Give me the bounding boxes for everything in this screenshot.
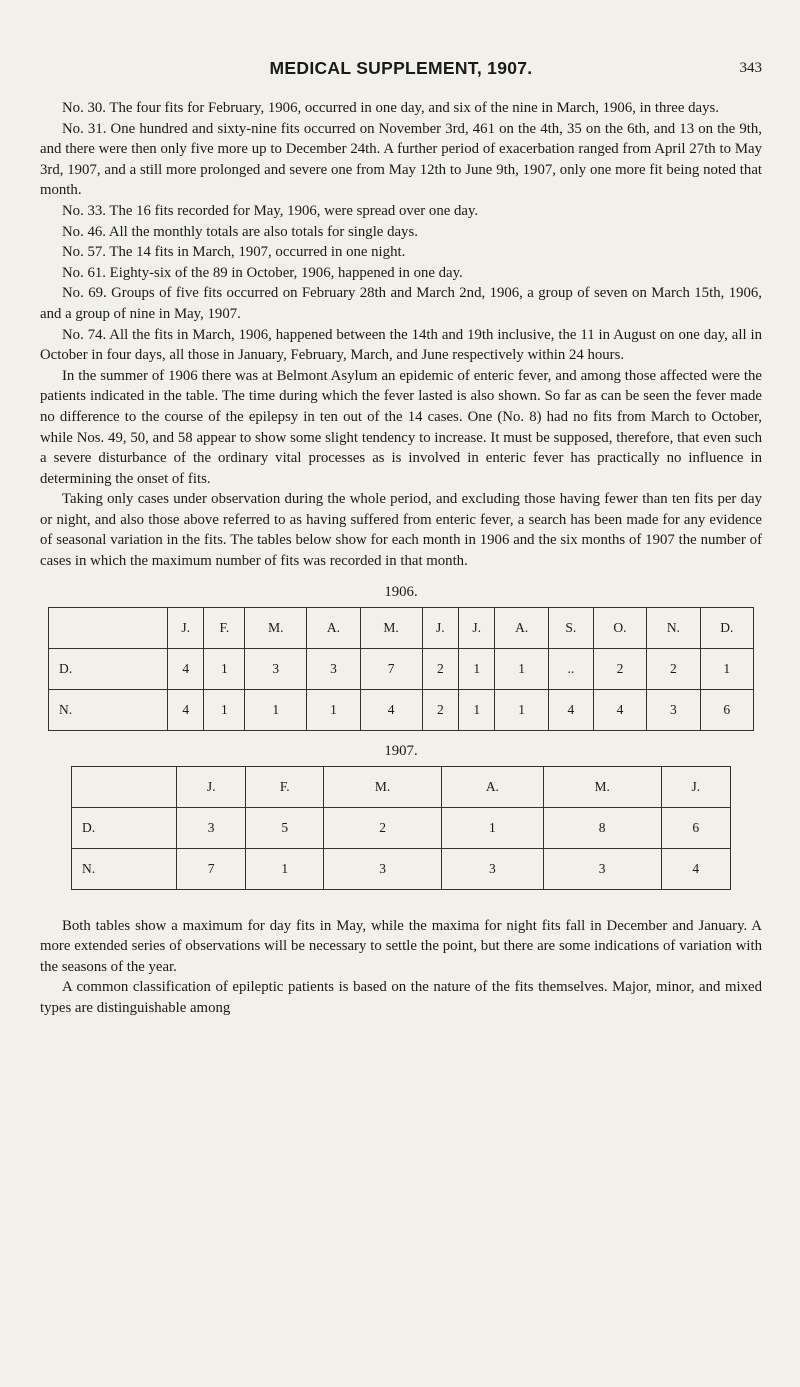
paragraph-case-33: No. 33. The 16 fits recorded for May, 1906, were spread over one day. (62, 202, 479, 219)
table-row (72, 848, 731, 889)
table-cell: 2 (647, 648, 700, 689)
page (40, 58, 762, 1019)
table-cell: 8 (543, 807, 661, 848)
table-corner-cell (49, 607, 168, 648)
table-row (72, 807, 731, 848)
paragraph-seasonal-variation: Taking only cases under observation during the whole period, and excluding those having fewer than ten fits per day or night, and also those above referred to as having suffered from enteric fever, a search has been made for any evidence of seasonal variation in the fits. The tables below show for each month in 1906 and the six months of 1907 the number of cases in which the maximum number of fits was recorded in that month. (40, 491, 762, 570)
column-header: J. (177, 766, 246, 807)
table-cell: 4 (168, 648, 204, 689)
table-cell: 3 (543, 848, 661, 889)
row-label: D. (72, 807, 177, 848)
table-1906-caption: 1906. (384, 583, 418, 600)
row-label: D. (49, 648, 168, 689)
row-label: N. (49, 689, 168, 730)
column-header: F. (204, 607, 245, 648)
table-cell: 1 (204, 689, 245, 730)
page-number: 343 (739, 60, 762, 76)
table-cell: 7 (177, 848, 246, 889)
table-cell: 3 (442, 848, 544, 889)
table-cell: 3 (324, 848, 442, 889)
table-row (49, 689, 754, 730)
running-head: MEDICAL SUPPLEMENT, 1907. (269, 58, 533, 78)
column-header: O. (593, 607, 646, 648)
table-cell: 3 (307, 648, 360, 689)
paragraph-maxima: Both tables show a maximum for day fits in May, while the maxima for night fits fall in December and January. A more extended series of observations will be necessary to settle the point, but there are some indications of variation with the seasons of the year. (40, 917, 762, 975)
table-cell: 3 (245, 648, 307, 689)
column-header: M. (324, 766, 442, 807)
page-header (40, 58, 762, 98)
table-cell: 3 (647, 689, 700, 730)
table-cell: 1 (442, 807, 544, 848)
table-cell: 2 (422, 689, 458, 730)
column-header: J. (168, 607, 204, 648)
table-1907 (71, 766, 731, 890)
column-header: F. (246, 766, 324, 807)
column-header: J. (459, 607, 495, 648)
table-cell: 1 (246, 848, 324, 889)
table-cell: 1 (204, 648, 245, 689)
table-cell: 7 (360, 648, 422, 689)
table-cell: 6 (700, 689, 753, 730)
row-label: N. (72, 848, 177, 889)
paragraph-case-69: No. 69. Groups of five fits occurred on February 28th and March 2nd, 1906, a group of seven on March 15th, 1906, and a group of nine in May, 1907. (40, 285, 762, 322)
paragraph-case-57: No. 57. The 14 fits in March, 1907, occurred in one night. (62, 244, 406, 261)
column-header: J. (661, 766, 730, 807)
table-corner-cell (72, 766, 177, 807)
table-cell: 4 (661, 848, 730, 889)
table-cell: 1 (459, 689, 495, 730)
table-cell: 1 (495, 689, 548, 730)
column-header: N. (647, 607, 700, 648)
table-cell: 5 (246, 807, 324, 848)
table-1907-caption: 1907. (384, 742, 418, 759)
table-cell: 1 (700, 648, 753, 689)
paragraph-case-74: No. 74. All the fits in March, 1906, happened between the 14th and 19th inclusive, the 11 in August on one day, all in October in four days, all those in January, February, March, and June respectively within 24 hours. (40, 326, 762, 364)
table-header-row (72, 766, 731, 807)
paragraph-case-46: No. 46. All the monthly totals are also totals for single days. (62, 223, 418, 240)
table-cell: 2 (593, 648, 646, 689)
column-header: A. (442, 766, 544, 807)
table-cell: 4 (168, 689, 204, 730)
column-header: J. (422, 607, 458, 648)
table-cell: 1 (307, 689, 360, 730)
paragraph-case-30: No. 30. The four fits for February, 1906, occurred in one day, and six of the nine in March, 1906, in three days. (62, 100, 719, 116)
paragraph-case-31: No. 31. One hundred and sixty-nine fits occurred on November 3rd, 461 on the 4th, 35 on the 6th, and 13 on the 9th, and there were then only five more up to December 24th. A further period of exacerbation ranged from April 27th to May 3rd, 1907, and a still more prolonged and severe one from May 12th to June 9th, 1907, only one more fit being noted that month. (40, 120, 762, 199)
table-cell: 2 (422, 648, 458, 689)
table-row (49, 648, 754, 689)
table-header-row (49, 607, 754, 648)
paragraph-classification: A common classification of epileptic patients is based on the nature of the fits themselves. Major, minor, and mixed types are distinguishable among (40, 979, 762, 1017)
table-cell: 1 (459, 648, 495, 689)
table-cell: 3 (177, 807, 246, 848)
table-cell: 1 (495, 648, 548, 689)
column-header: M. (543, 766, 661, 807)
table-cell: 4 (548, 689, 593, 730)
column-header: A. (495, 607, 548, 648)
column-header: A. (307, 607, 360, 648)
table-cell: .. (548, 648, 593, 689)
column-header: M. (245, 607, 307, 648)
table-cell: 2 (324, 807, 442, 848)
column-header: D. (700, 607, 753, 648)
table-cell: 6 (661, 807, 730, 848)
column-header: S. (548, 607, 593, 648)
table-cell: 4 (360, 689, 422, 730)
table-cell: 4 (593, 689, 646, 730)
paragraph-case-61: No. 61. Eighty-six of the 89 in October, 1906, happened in one day. (62, 264, 463, 281)
table-cell: 1 (245, 689, 307, 730)
paragraph-enteric-fever: In the summer of 1906 there was at Belmont Asylum an epidemic of enteric fever, and among those affected were the patients indicated in the table. The time during which the fever lasted is also shown. So far as can be seen the fever made no difference to the course of the epilepsy in ten out of the 14 cases. One (No. 8) had no fits from March to October, while Nos. 49, 50, and 58 appear to show some slight tendency to increase. It must be supposed, therefore, that even such a severe disturbance of the ordinary vital processes as is involved in enteric fever has practically no influence in determining the onset of fits. (40, 367, 762, 487)
column-header: M. (360, 607, 422, 648)
table-1906 (48, 607, 754, 731)
